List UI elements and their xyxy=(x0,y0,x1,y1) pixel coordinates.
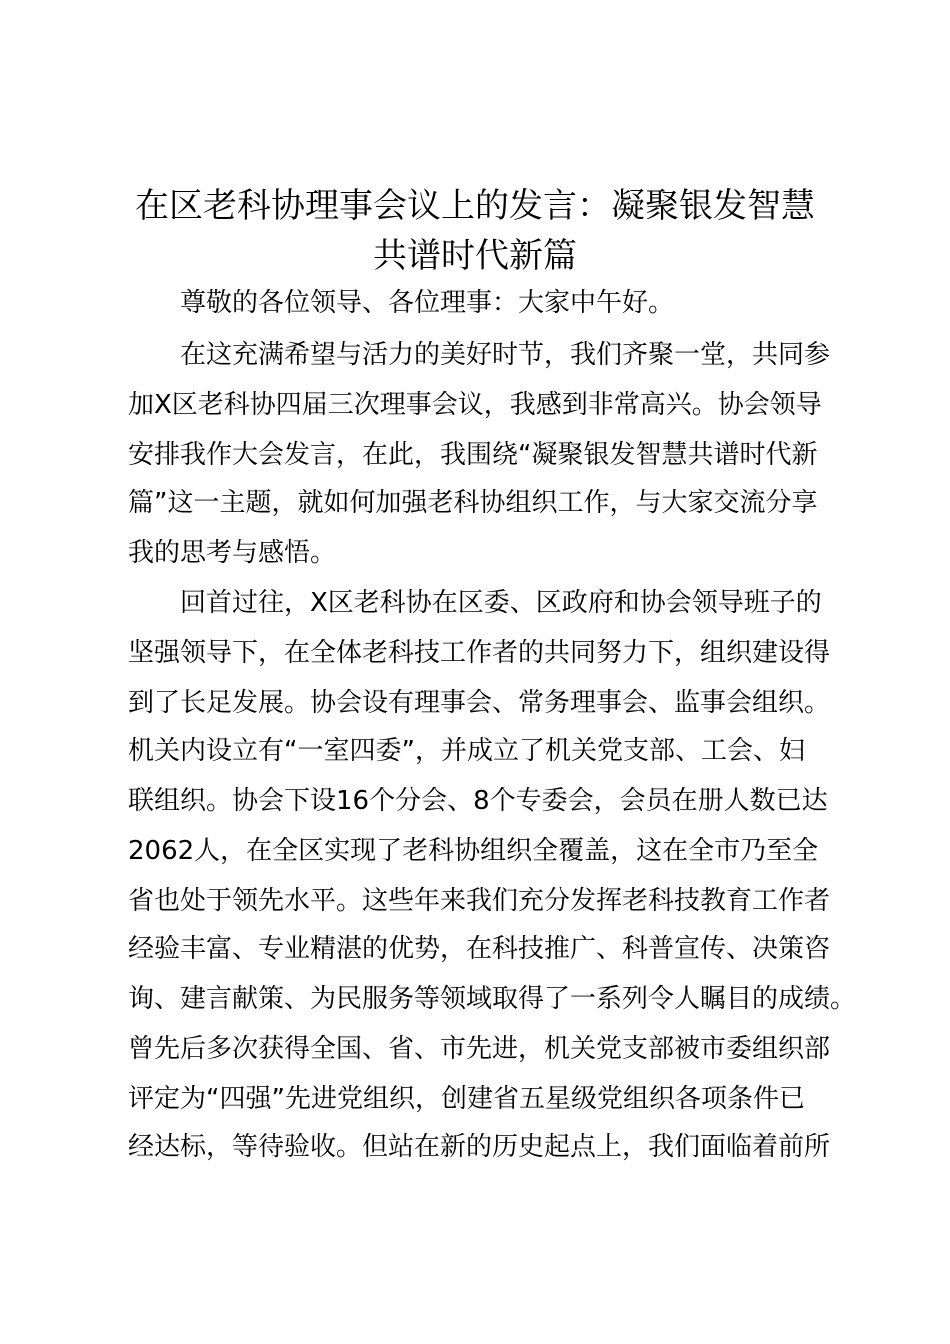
body-line: 加X区老科协四届三次理事会议，我感到非常高兴。协会领导 xyxy=(128,390,822,420)
body-line: 坚强领导下，在全体老科技工作者的共同努力下，组织建设得 xyxy=(128,638,831,668)
body-line: 询、建言献策、为民服务等领域取得了一系列令人瞩目的成绩。 xyxy=(128,984,857,1014)
body-line: 经达标，等待验收。但站在新的历史起点上，我们面临着前所 xyxy=(128,1132,831,1162)
body-line: 在这充满希望与活力的美好时节，我们齐聚一堂，共同参 xyxy=(180,340,831,370)
body-line: 我的思考与感悟。 xyxy=(128,538,337,568)
body-line: 到了长足发展。协会设有理事会、常务理事会、监事会组织。 xyxy=(128,688,831,718)
title-line-1: 在区老科协理事会议上的发言：凝聚银发智慧 xyxy=(135,186,815,226)
body-line: 曾先后多次获得全国、省、市先进，机关党支部被市委组织部 xyxy=(128,1034,831,1064)
document-title xyxy=(110,181,840,281)
body-line: 经验丰富、专业精湛的优势，在科技推广、科普宣传、决策咨 xyxy=(128,934,831,964)
body-line: 篇”这一主题，就如何加强老科协组织工作，与大家交流分享 xyxy=(128,488,818,518)
body-line: 机关内设立有“一室四委”，并成立了机关党支部、工会、妇 xyxy=(128,736,805,766)
salutation-line: 尊敬的各位领导、各位理事：大家中午好。 xyxy=(180,288,675,318)
body-line: 评定为“四强”先进党组织，创建省五星级党组织各项条件已 xyxy=(128,1084,805,1114)
body-line: 回首过往，X区老科协在区委、区政府和协会领导班子的 xyxy=(180,588,822,618)
body-line: 安排我作大会发言，在此，我围绕“凝聚银发智慧共谱时代新 xyxy=(128,440,818,470)
body-line: 2062人，在全区实现了老科协组织全覆盖，这在全市乃至全 xyxy=(128,836,819,866)
body-line: 联组织。协会下设16个分会、8个专委会，会员在册人数已达 xyxy=(128,786,828,816)
body-line: 省也处于领先水平。这些年来我们充分发挥老科技教育工作者 xyxy=(128,886,831,916)
title-line-2: 共谱时代新篇 xyxy=(373,236,577,276)
